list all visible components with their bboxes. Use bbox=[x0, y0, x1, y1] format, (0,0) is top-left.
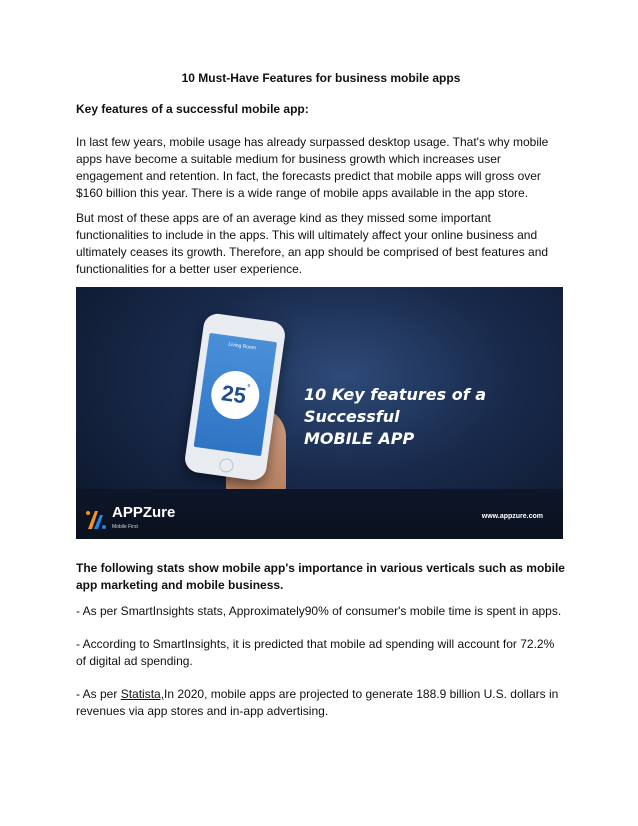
logo-tagline: Mobile First bbox=[112, 524, 138, 530]
appzure-logo-icon bbox=[84, 507, 110, 533]
banner-headline-line2: MOBILE APP bbox=[304, 429, 415, 448]
banner-headline bbox=[304, 384, 563, 450]
home-button-icon bbox=[218, 458, 234, 474]
stat-item-3-text: In 2020, mobile apps are projected to generate 188.9 billion U.S. dollars in revenues via app stores and in-app advertising. bbox=[76, 687, 559, 718]
section-heading-key-features: Key features of a successful mobile app: bbox=[76, 102, 309, 116]
logo-text: APPZure bbox=[112, 504, 176, 521]
phone-screen-title: Living Room bbox=[227, 341, 257, 352]
document-title: 10 Must-Have Features for business mobile apps bbox=[181, 71, 461, 85]
temperature-dial bbox=[208, 368, 262, 422]
stat-item-1: - As per SmartInsights stats, Approximately90% of consumer's mobile time is spent in apps. bbox=[76, 604, 562, 618]
stat-item-2: - According to SmartInsights, it is predicted that mobile ad spending will account for 72.2% of digital ad spending. bbox=[76, 637, 555, 668]
appzure-logo bbox=[84, 504, 176, 533]
phone-screen bbox=[194, 333, 277, 456]
section-heading-stats: The following stats show mobile app's importance in various verticals such as mobile app marketing and mobile business. bbox=[76, 561, 565, 592]
feature-banner-image bbox=[76, 287, 563, 539]
intro-paragraph-2: But most of these apps are of an average kind as they missed some important functionalities to include in the apps. This will ultimately affect your online business and ultimately ceases its growth. Therefore, an app should be comprised of best features and functionalities for a better user experience. bbox=[76, 211, 549, 276]
website-url: www.appzure.com bbox=[481, 513, 543, 520]
banner-headline-line1: 10 Key features of a Successful bbox=[304, 385, 487, 426]
stat-item-3-prefix: - As per bbox=[76, 687, 121, 701]
statista-link[interactable]: Statista, bbox=[120, 687, 165, 701]
degree-icon: ° bbox=[246, 382, 251, 392]
stat-item-3 bbox=[76, 686, 566, 720]
intro-paragraph-1: In last few years, mobile usage has already surpassed desktop usage. That's why mobile apps have become a suitable medium for business growth which increases user engagement and retention. In fact, the forecasts predict that mobile apps will gross over $160 billion this year. There is a wide range of mobile apps available in the app store. bbox=[76, 135, 549, 200]
temperature-value: 25 bbox=[219, 380, 248, 409]
